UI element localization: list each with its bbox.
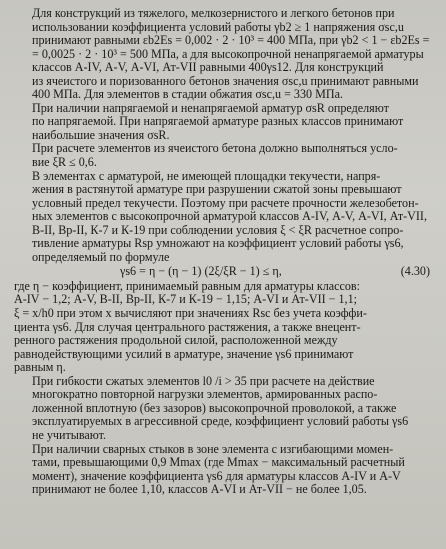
formula-expression: γs6 = η − (η − 1) (2ξ/ξR − 1) ≤ η, — [120, 264, 282, 279]
formula-4-30 — [14, 265, 434, 279]
text-line: А-IV − 1,2; А-V, В-II, Вр-II, К-7 и К-19 − 1,15; А-VI и Ат-VII − 1,1; — [14, 293, 357, 307]
paragraph — [14, 443, 434, 497]
text-line: В элементах с арматурой, не имеющей площадки текучести, напря- — [32, 169, 381, 183]
text-line: При гибкости сжатых элементов l0 /i > 35 при расчете на действие — [32, 374, 375, 388]
paragraph — [14, 170, 434, 265]
text-line: 400 МПа. Для элементов в стадии обжатия σsc,u = 330 МПа. — [32, 88, 343, 102]
text-line: многократно повторной нагрузки элементов, армированных распо- — [32, 388, 378, 402]
text-line: из ячеистого и поризованного бетонов значения σsc,u принимают равными — [32, 74, 419, 88]
text-line: где η − коэффициент, принимаемый равным для арматуры классов: — [14, 279, 360, 293]
text-line: классов А-IV, А-V, А-VI, Ат-VII равными 400γs12. Для конструкций — [32, 61, 384, 75]
text-line: по напрягаемой. При напрягаемой арматуре разных классов принимают — [32, 115, 404, 129]
text-line: ренного растяжения продольной силой, расположенной между — [14, 334, 338, 348]
text-line: При расчете элементов из ячеистого бетона должно выполняться усло- — [32, 142, 398, 156]
paragraph — [14, 142, 434, 169]
text-line: = 0,0025 · 2 · 10³ = 500 МПа, а для высокопрочной ненапрягаемой арматуры — [32, 47, 424, 61]
text-line: ных элементов с высокопрочной арматурой классов А-IV, А-V, А-VI, Ат-VII, — [32, 210, 427, 224]
text-line: момент), значение коэффициента γs6 для арматуры классов А-IV и А-V — [32, 469, 401, 483]
text-line: тами, превышающими 0,9 Mmax (где Mmax − максимальный расчетный — [32, 456, 405, 470]
paragraph — [14, 375, 434, 443]
paragraph — [14, 280, 434, 375]
text-line: Для конструкций из тяжелого, мелкозернистого и легкого бетонов при — [32, 7, 395, 20]
paragraph — [14, 102, 434, 143]
text-line: определяемый по формуле — [32, 250, 170, 264]
text-block-bottom — [14, 280, 434, 497]
text-block-top — [14, 7, 434, 264]
text-line: эксплуатируемых в агрессивной среде, коэффициент условий работы γs6 — [32, 415, 409, 429]
paragraph — [14, 7, 434, 102]
text-line: При наличии сварных стыков в зоне элемента с изгибающими момен- — [32, 442, 394, 456]
text-line: ложенной вплотную (без зазоров) высокопрочной проволокой, а также — [32, 401, 397, 415]
text-line: условный предел текучести. Поэтому при расчете прочности железобетон- — [32, 196, 419, 210]
text-line: вие ξR ≤ 0,6. — [32, 156, 97, 170]
text-line: наибольшие значения σsR. — [32, 128, 170, 142]
text-line: жения в растянутой арматуре при разрушении сжатой зоны превышают — [32, 183, 402, 197]
text-line: В-II, Вр-II, К-7 и К-19 при соблюдении условия ξ < ξR расчетное сопро- — [32, 223, 404, 237]
text-line: принимают равными εb2Es = 0,002 · 2 · 10³ = 400 МПа, при γb2 < 1 − εb2Es = — [32, 34, 430, 48]
formula-number: (4.30) — [400, 264, 430, 279]
text-line: При наличии напрягаемой и ненапрягаемой арматур σsR определяют — [32, 101, 389, 115]
text-line: равнодействующими усилий в арматуре, значение γs6 принимают — [14, 347, 354, 361]
text-line: тивление арматуры Rsp умножают на коэффициент условий работы γs6, — [32, 237, 404, 251]
text-line: использовании коэффициента условий работы γb2 ≥ 1 напряжения σsc,u — [32, 20, 404, 34]
text-line: не учитывают. — [32, 428, 107, 442]
text-line: циента γs6. Для случая центрального растяжения, а также внецент- — [14, 320, 361, 334]
text-line: ξ = x/h0 при этом x вычисляют при значениях Rsc без учета коэффи- — [14, 307, 367, 321]
text-line: принимают не более 1,10, классов А-VI и Ат-VII − не более 1,05. — [32, 483, 367, 497]
text-line: равным η. — [14, 361, 66, 375]
